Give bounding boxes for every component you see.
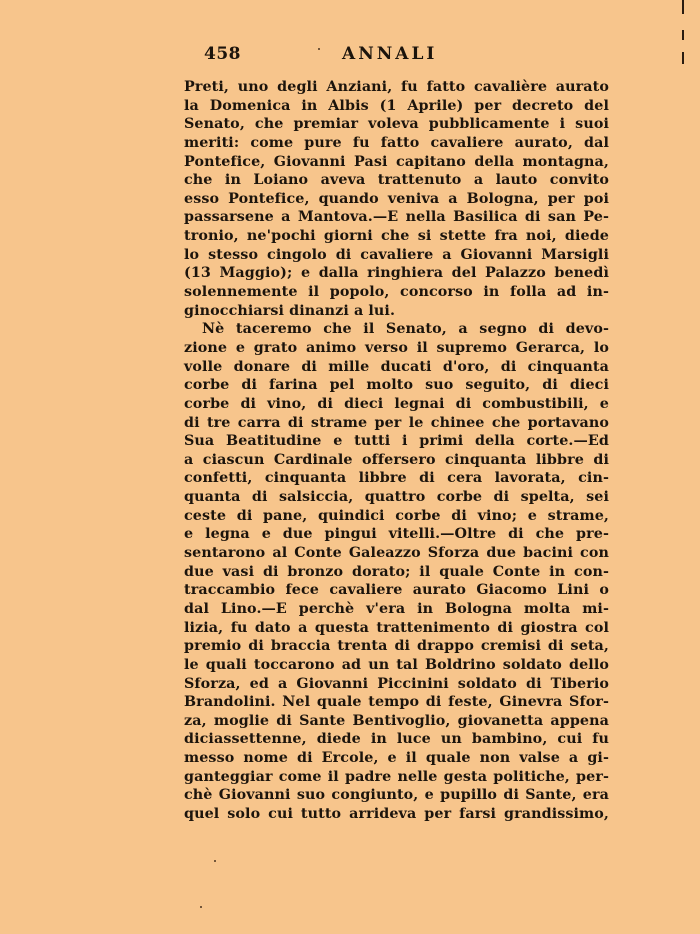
text-line: due vasi di bronzo dorato; il quale Conte in con- <box>184 563 609 580</box>
text-line: lo stesso cingolo di cavaliere a Giovanni Marsigli <box>184 246 609 263</box>
text-line: corbe di vino, di dieci legnai di combustibili, e <box>184 395 609 412</box>
scan-speck <box>318 48 320 50</box>
text-line: quel solo cui tutto arrideva per farsi grandissimo, <box>184 805 609 822</box>
text-line: lizia, fu dato a questa trattenimento di giostra col <box>184 619 609 636</box>
text-line: la Domenica in Albis (1 Aprile) per decreto del <box>184 97 609 114</box>
text-line: premio di braccia trenta di drappo cremisi di seta, <box>184 638 609 655</box>
text-line: passarsene a Mantova.—E nella Basilica di san Pe- <box>184 209 609 226</box>
text-line: chè Giovanni suo congiunto, e pupillo di Sante, era <box>184 787 609 804</box>
text-line: tronio, ne'pochi giorni che si stette fra noi, diede <box>184 228 609 245</box>
text-line: Nè taceremo che il Senato, a segno di devo- <box>202 321 609 338</box>
page-header <box>204 44 464 68</box>
text-line: solennemente il popolo, concorso in folla ad in- <box>184 284 609 301</box>
text-line: esso Pontefice, quando veniva a Bologna, per poi <box>184 190 609 207</box>
text-line: meriti: come pure fu fatto cavaliere aurato, dal <box>184 134 609 151</box>
text-line: che in Loiano aveva trattenuto a lauto convito <box>184 172 609 189</box>
text-line: Senato, che premiar voleva pubblicamente i suoi <box>184 116 609 133</box>
text-line: za, moglie di Sante Bentivoglio, giovanetta appena <box>184 712 609 729</box>
text-line: (13 Maggio); e dalla ringhiera del Palazzo benedì <box>184 265 609 282</box>
text-line: ginocchiarsi dinanzi a lui. <box>184 302 396 319</box>
text-line: traccambio fece cavaliere aurato Giacomo Lini o <box>184 582 609 599</box>
scan-speck <box>200 906 202 908</box>
text-line: quanta di salsiccia, quattro corbe di spelta, sei <box>184 489 609 506</box>
text-line: Sforza, ed a Giovanni Piccinini soldato di Tiberio <box>184 675 609 692</box>
text-line: volle donare di mille ducati d'oro, di cinquanta <box>184 358 609 375</box>
text-line: Pontefice, Giovanni Pasi capitano della montagna, <box>184 153 609 170</box>
scan-edge-mark <box>682 0 684 14</box>
text-line: dal Lino.—E perchè v'era in Bologna molta mi- <box>184 600 609 617</box>
running-head: ANNALI <box>342 44 438 64</box>
text-line: ceste di pane, quindici corbe di vino; e strame, <box>184 507 609 524</box>
text-line: diciassettenne, diede in luce un bambino, cui fu <box>184 731 609 748</box>
scan-edge-mark <box>682 30 684 40</box>
text-line: messo nome di Ercole, e il quale non valse a gi- <box>184 750 609 767</box>
text-line: corbe di farina pel molto suo seguito, di dieci <box>184 377 609 394</box>
text-line: zione e grato animo verso il supremo Gerarca, lo <box>184 339 609 356</box>
text-line: di tre carra di strame per le chinee che portavano <box>184 414 609 431</box>
text-line: a ciascun Cardinale offersero cinquanta libbre di <box>184 451 609 468</box>
text-line: Preti, uno degli Anziani, fu fatto cavalière aurato <box>184 79 609 95</box>
page-number: 458 <box>204 44 241 64</box>
text-line: confetti, cinquanta libbre di cera lavorata, cin- <box>184 470 609 487</box>
text-line: e legna e due pingui vitelli.—Oltre di che pre- <box>184 526 609 543</box>
text-line: Sua Beatitudine e tutti i primi della corte.—Ed <box>184 433 609 450</box>
body-text <box>184 78 609 824</box>
text-line: sentarono al Conte Galeazzo Sforza due bacini con <box>184 545 609 562</box>
scan-speck <box>214 860 216 862</box>
text-line: ganteggiar come il padre nelle gesta politiche, per- <box>184 768 609 785</box>
scan-edge-mark <box>682 52 684 64</box>
text-line: Brandolini. Nel quale tempo di feste, Ginevra Sfor- <box>184 694 609 711</box>
text-line: le quali toccarono ad un tal Boldrino soldato dello <box>184 656 609 673</box>
